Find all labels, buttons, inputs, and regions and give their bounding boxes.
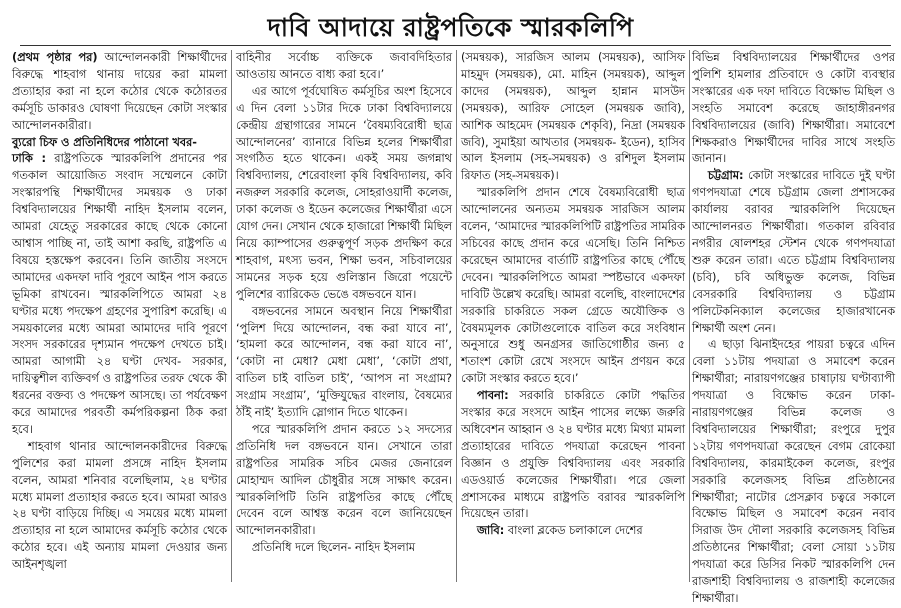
- column-2: [236, 50, 452, 584]
- column-divider: [456, 50, 457, 582]
- continuation-label: (প্রথম পৃষ্ঠার পর): [12, 51, 98, 64]
- paragraph: প্রতিনিধি দলে ছিলেন- নাহিদ ইসলাম: [251, 541, 416, 555]
- paragraph: স্মারকলিপি প্রদান শেষে বৈষম্যবিরোধী ছাত্র আন্দোলনের অন্যতম সমন্বয়ক সারজিস আলম বলেন, ‘আমাদের স্মারকলিপিটি রাষ্ট্রপতির সামরিক সচিবের কাছে প্রদান করে এসেছি। তিনি নিশ্চিত করেছেন আমাদের বার্তাটি রাষ্ট্রপতির কাছে পৌঁছে দেবেন। স্মারকলিপিতে আমরা স্পষ্টভাবে একদফা দাবিটি উল্লেখ করেছি। আমরা বলেছি, বাংলাদেশের সরকারি চাকরিতে সকল গ্রেডে অযৌক্তিক ও বৈষম্যমূলক কোটাগুলোকে বাতিল করে সংবিধান অনুসারে শুধু অনগ্রসর জাতিগোষ্ঠীর জন্য ৫ শতাংশ কোটা রেখে সংসদে আইন প্রণয়ন করে কোটা সংস্কার করতে হবে।’: [461, 186, 685, 386]
- paragraph: শাহবাগ থানার আন্দোলনকারীদের বিরুদ্ধে পুলিশের করা মামলা প্রসঙ্গে নাহিদ ইসলাম বলেন, আমরা শনিবার বলেছিলাম, ২৪ ঘণ্টার মধ্যে মামলা প্রত্যাহার করতে হবে। আমরা আরও ২৪ ঘণ্টা বাড়িয়ে দিচ্ছি। এ সময়ের মধ্যে মামলা প্রত্যাহার না হলে আমাদের কর্মসূচি কঠোর থেকে কঠোর হবে। এই অন্যায় মামলা দেওয়ার জন্য আইনশৃঙ্খলা: [12, 439, 227, 572]
- sub-heading-text: ব্যুরো চিফ ও প্রতিনিধিদের পাঠানো খবর-: [12, 135, 197, 149]
- column-1: [12, 50, 227, 584]
- dateline-pabna: পাবনা:: [476, 389, 509, 403]
- dateline-jabi: জাবি:: [476, 524, 505, 538]
- paragraph: বিভিন্ন বিশ্ববিদ্যালয়ের শিক্ষার্থীদের ওপর পুলিশি হামলার প্রতিবাদে ও কোটা ব্যবস্থার সংস্কারের এক দফা দাবিতে বিক্ষোভ মিছিল ও সংহতি সমাবেশ করেছে জাহাঙ্গীরনগর বিশ্ববিদ্যালয়ের (জাবি) শিক্ষার্থীরা। সমাবেশে শিক্ষকরাও শিক্ষার্থীদের দাবির সাথে সংহতি জানান।: [692, 51, 895, 166]
- headline-wrap: [0, 8, 901, 44]
- body-text: সরকারি চাকরিতে কোটা পদ্ধতির সংস্কার করে সংসদে আইন পাসের লক্ষ্যে জরুরি অধিবেশন আহ্বান ও ২৪ ঘণ্টার মধ্যে মিথ্যা মামলা প্রত্যাহারের দাবিতে পদযাত্রা করেছেন পাবনা বিজ্ঞান ও প্রযুক্তি বিশ্ববিদ্যালয় এবং সরকারি এডওয়ার্ড কলেজের শিক্ষার্থীরা। পরে জেলা প্রশাসকের মাধ্যমে রাষ্ট্রপতি বরাবর স্মারকলিপি দিয়েছেন তারা।: [461, 389, 685, 521]
- column-3: [461, 50, 685, 584]
- paragraph: [12, 151, 227, 438]
- sub-heading: [12, 135, 227, 152]
- body-text: আন্দোলনকারী শিক্ষার্থীদের বিরুদ্ধে শাহবাগ থানায় দায়ের করা মামলা প্রত্যাহার করা না হলে কঠোর থেকে কঠোরতর কর্মসূচি ডাকারও ঘোষণা দিয়েছেন কোটা সংস্কার আন্দোলনকারীরা।: [12, 51, 227, 132]
- dateline-dhaka: ঢাকি :: [12, 152, 46, 166]
- paragraph: এর আগে পূর্বঘোষিত কর্মসূচির অংশ হিসেবে এ দিন বেলা ১১টার দিকে ঢাকা বিশ্ববিদ্যালয়ে কেন্দ্রীয় গ্রন্থাগারের সামনে ‘বৈষম্যবিরোধী ছাত্র আন্দোলনের’ ব্যানারে বিভিন্ন হলের শিক্ষার্থীরা সংগঠিত হতে থাকেন। একই সময় জগন্নাথ বিশ্ববিদ্যালয়, শেরেবাংলা কৃষি বিশ্ববিদ্যালয়, কবি নজরুল সরকারি কলেজ, সোহরাওয়ার্দী কলেজ, ঢাকা কলেজ ও ইডেন কলেজের শিক্ষার্থীরা এসে যোগ দেন। সেখান থেকে হাজারো শিক্ষার্থী মিছিল নিয়ে ক্যাম্পাসের গুরুত্বপূর্ণ সড়ক প্রদক্ষিণ করে শাহবাগ, মৎস্য ভবন, শিক্ষা ভবন, সচিবালয়ের সামনের সড়ক হয়ে গুলিস্তান জিরো পয়েন্টে পুলিশের ব্যারিকেড ভেঙে বঙ্গভবনে যান।: [236, 84, 452, 301]
- dateline-chattogram: চট্টগ্রাম:: [707, 169, 744, 183]
- paragraph: বাহিনীর সর্বোচ্চ ব্যক্তিকে জবাবদিহিতার আওতায় আনতে বাধ্য করা হবে।’: [236, 51, 452, 81]
- paragraph: [692, 168, 895, 337]
- headline-rule: [20, 45, 891, 46]
- paragraph: [12, 50, 227, 135]
- paragraph: বঙ্গভবনের সামনে অবস্থান নিয়ে শিক্ষার্থীরা ‘পুলিশ দিয়ে আন্দোলন, বন্ধ করা যাবে না’, ‘হামলা করে আন্দোলন, বন্ধ করা যাবে না’, ‘কোটা না মেধা? মেধা মেধা’, ‘কোটা প্রথা, বাতিল চাই বাতিল চাই’, ‘আপস না সংগ্রাম? সংগ্রাম সংগ্রাম’, ‘মুক্তিযুদ্ধের বাংলায়, বৈষম্যের ঠাঁই নাই’ ইত্যাদি স্লোগান দিতে থাকেন।: [236, 304, 452, 420]
- column-4: [692, 50, 895, 605]
- paragraph: (সমন্বয়ক), সারজিস আলম (সমন্বয়ক), আসিফ মাহমুদ (সমন্বয়ক), মো. মাহিন (সমন্বয়ক), আব্দুল কাদের (সমন্বয়ক), আব্দুল হান্নান মাসউদ (সমন্বয়ক), আরিফ সোহেল (সমন্বয়ক জাবি), আশিক আহমেদ (সমন্বয়ক শেকৃবি), নিদ্রা (সমন্বয়ক জবি), সুমাইয়া আখতার (সমন্বয়ক- ইডেন), হাসিব আল ইসলাম (সহ-সমন্বয়ক) ও রশিদুল ইসলাম রিফাত (সহ-সমন্বয়ক)।: [461, 51, 685, 183]
- paragraph: [461, 523, 685, 540]
- body-text: কোটা সংস্কারের দাবিতে দুই ঘণ্টা গণপদযাত্রা শেষে চট্টগ্রাম জেলা প্রশাসকের কার্যালয় বরাবর স্মারকলিপি দিয়েছেন আন্দোলনরত শিক্ষার্থীরা। গতকাল রবিবার নগরীর ষোলশহর স্টেশন থেকে গণপদযাত্রা শুরু করেন তারা। এতে চট্টগ্রাম বিশ্ববিদ্যালয় (চবি), চবি অধিভুক্ত কলেজ, বিভিন্ন বেসরকারি বিশ্ববিদ্যালয় ও চট্টগ্রাম পলিটেকনিক্যাল কলেজের হাজারখানেক শিক্ষার্থী অংশ নেন।: [692, 169, 895, 335]
- column-divider: [689, 50, 690, 582]
- column-divider: [231, 50, 232, 582]
- paragraph: এ ছাড়া ঝিনাইদহের পায়রা চত্বরে এদিন বেলা ১১টায় পদযাত্রা ও সমাবেশ করেন শিক্ষার্থীরা; নারায়ণগঞ্জের চাষাঢ়ায় ঘণ্টাব্যাপী পদযাত্রা ও বিক্ষোভ করেন ঢাকা-নারায়ণগঞ্জের বিভিন্ন কলেজ ও বিশ্ববিদ্যালয়ের শিক্ষার্থীরা; রংপুরে দুপুর ১২টায় গণপদযাত্রা করেছেন বেগম রোকেয়া বিশ্ববিদ্যালয়, কারমাইকেল কলেজ, রংপুর সরকারি কলেজসহ বিভিন্ন প্রতিষ্ঠানের শিক্ষার্থীরা; নাটোর প্রেসক্লাব চত্বরে সকালে বিক্ষোভ মিছিল ও সমাবেশ করেন নবাব সিরাজ উদ দৌলা সরকারি কলেজসহ বিভিন্ন প্রতিষ্ঠানের শিক্ষার্থীরা; বেলা সোয়া ১১টায় পদযাত্রা করে ডিসির নিকট স্মারকলিপি দেন রাজশাহী বিশ্ববিদ্যালয় ও রাজশাহী কলেজের শিক্ষার্থীরা।: [692, 338, 895, 605]
- body-text: রাষ্ট্রপতিকে স্মারকলিপি প্রদানের পর গতকাল আয়োজিত সংবাদ সম্মেলনে কোটা সংস্কারপন্থি শিক্ষার্থীদের সমন্বয়ক ও ঢাকা বিশ্ববিদ্যালয়ের শিক্ষার্থী নাহিদ ইসলাম বলেন, আমরা যেহেতু সরকারের কাছে থেকে কোনো আশ্বাস পাচ্ছি না, তাই আশা করছি, রাষ্ট্রপতি এ বিষয়ে হস্তক্ষেপ করবেন। তিনি জাতীয় সংসদে আমাদের একদফা দাবি পূরণে আইন পাস করতে ভূমিকা রাখবেন। স্মারকলিপিতে আমরা ২৪ ঘণ্টার মধ্যে পদক্ষেপ গ্রহণের সুপারিশ করেছি। এ সময়কালের মধ্যে আমরা আমাদের দাবি পূরণে সংসদ সরকারের দৃশ্যমান পদক্ষেপ দেখতে চাই। আমরা আগামী ২৪ ঘণ্টা দেখব- সরকার, দায়িত্বশীল ব্যক্তিবর্গ ও রাষ্ট্রপতির তরফ থেকে কী ধরনের বক্তব্য ও পদক্ষেপ আসছে। তা পর্যবেক্ষণ করে আমাদের পরবর্তী কর্মপরিকল্পনা ঠিক করা হবে।: [12, 152, 227, 436]
- body-text: বাংলা ব্লকেড চলাকালে দেশের: [504, 524, 643, 538]
- paragraph: [461, 388, 685, 523]
- headline: দাবি আদায়ে রাষ্ট্রপতিকে স্মারকলিপি: [267, 13, 634, 42]
- paragraph: পরে স্মারকলিপি প্রদান করতে ১২ সদস্যের প্রতিনিধি দল বঙ্গভবনে যান। সেখানে তারা রাষ্ট্রপতির সামরিক সচিব মেজর জেনারেল মোহাম্মদ আদিল চৌধুরীর সঙ্গে সাক্ষাৎ করেন। স্মারকলিপিটি তিনি রাষ্ট্রপতির কাছে পৌঁছে দেবেন বলে আশ্বস্ত করেন বলে জানিয়েছেন আন্দোলনকারীরা।: [236, 422, 452, 538]
